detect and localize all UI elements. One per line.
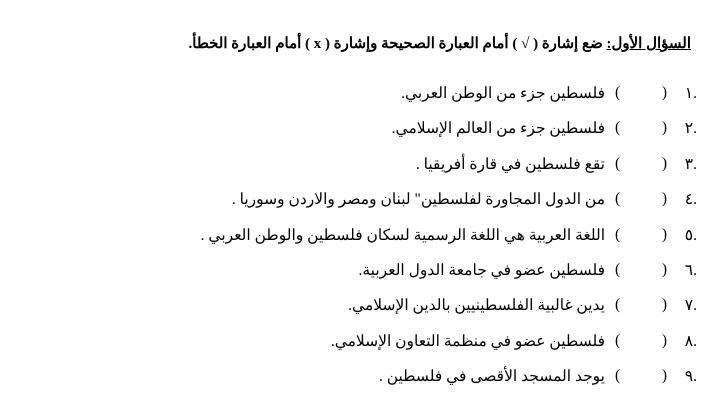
answer-blank-close: )	[615, 296, 621, 314]
list-item	[97, 261, 697, 296]
question-label: السؤال الأول:	[606, 36, 691, 52]
item-text: فلسطين عضو في منظمة التعاون الإسلامي.	[330, 332, 605, 350]
item-text: فلسطين جزء من الوطن العربي.	[401, 85, 605, 102]
answer-blank-close: )	[615, 260, 621, 278]
item-text: فلسطين جزء من العالم الإسلامي.	[391, 120, 605, 138]
question-instruction: ضع إشارة ( √ ) أمام العبارة الصحيحة وإشارة ( x ) أمام العبارة الخطأ.	[188, 36, 603, 52]
list-item	[97, 226, 697, 261]
item-number: .٧	[684, 297, 697, 315]
answer-blank-open: (	[661, 331, 667, 349]
answer-blank[interactable]	[611, 155, 671, 173]
item-text: يوجد المسجد الأقصى في فلسطين .	[378, 368, 605, 386]
item-text: فلسطين عضو في جامعة الدول العربية.	[358, 261, 605, 279]
item-text: من الدول المجاورة لفلسطين" لبنان ومصر والاردن وسوريا .	[231, 191, 605, 209]
answer-blank-open: (	[661, 225, 667, 243]
item-number: .٦	[684, 261, 697, 279]
list-item	[97, 332, 697, 367]
answer-blank-close: )	[615, 84, 621, 101]
item-text: يدين غالبية الفلسطينيين بالدين الإسلامي.	[348, 297, 605, 315]
answer-blank-open: (	[661, 84, 667, 101]
answer-blank-close: )	[615, 190, 621, 208]
question-header	[189, 34, 692, 53]
item-number: .٥	[684, 226, 697, 244]
answer-blank[interactable]	[611, 119, 671, 137]
item-number: .٣	[684, 155, 697, 173]
list-item	[97, 367, 697, 402]
item-number: .١	[684, 85, 697, 102]
list-item	[97, 84, 697, 119]
item-number: .٩	[684, 368, 697, 386]
item-number: .٤	[684, 191, 697, 209]
item-number: .٢	[684, 120, 697, 138]
answer-blank[interactable]	[611, 296, 671, 314]
answer-blank-close: )	[615, 225, 621, 243]
answer-blank-close: )	[615, 154, 621, 172]
list-item	[97, 296, 697, 331]
answer-blank-open: (	[661, 260, 667, 278]
answer-blank-open: (	[661, 367, 667, 385]
answer-blank[interactable]	[611, 226, 671, 244]
answer-blank-open: (	[661, 296, 667, 314]
item-text: اللغة العربية هي اللغة الرسمية لسكان فلسطين والوطن العربي .	[200, 226, 605, 244]
answer-blank[interactable]	[611, 261, 671, 279]
answer-blank-open: (	[661, 119, 667, 137]
answer-blank-close: )	[615, 367, 621, 385]
list-item	[97, 119, 697, 154]
answer-blank[interactable]	[611, 190, 671, 208]
item-text: تقع فلسطين في قارة أفريقيا .	[415, 155, 605, 173]
answer-blank-open: (	[661, 154, 667, 172]
answer-blank[interactable]	[611, 367, 671, 385]
item-number: .٨	[684, 332, 697, 350]
list-item	[97, 190, 697, 225]
answer-blank[interactable]	[611, 332, 671, 350]
list-item	[97, 155, 697, 190]
answer-blank-open: (	[661, 190, 667, 208]
answer-blank[interactable]	[611, 84, 671, 102]
question-list	[97, 84, 697, 403]
answer-blank-close: )	[615, 331, 621, 349]
answer-blank-close: )	[615, 119, 621, 137]
